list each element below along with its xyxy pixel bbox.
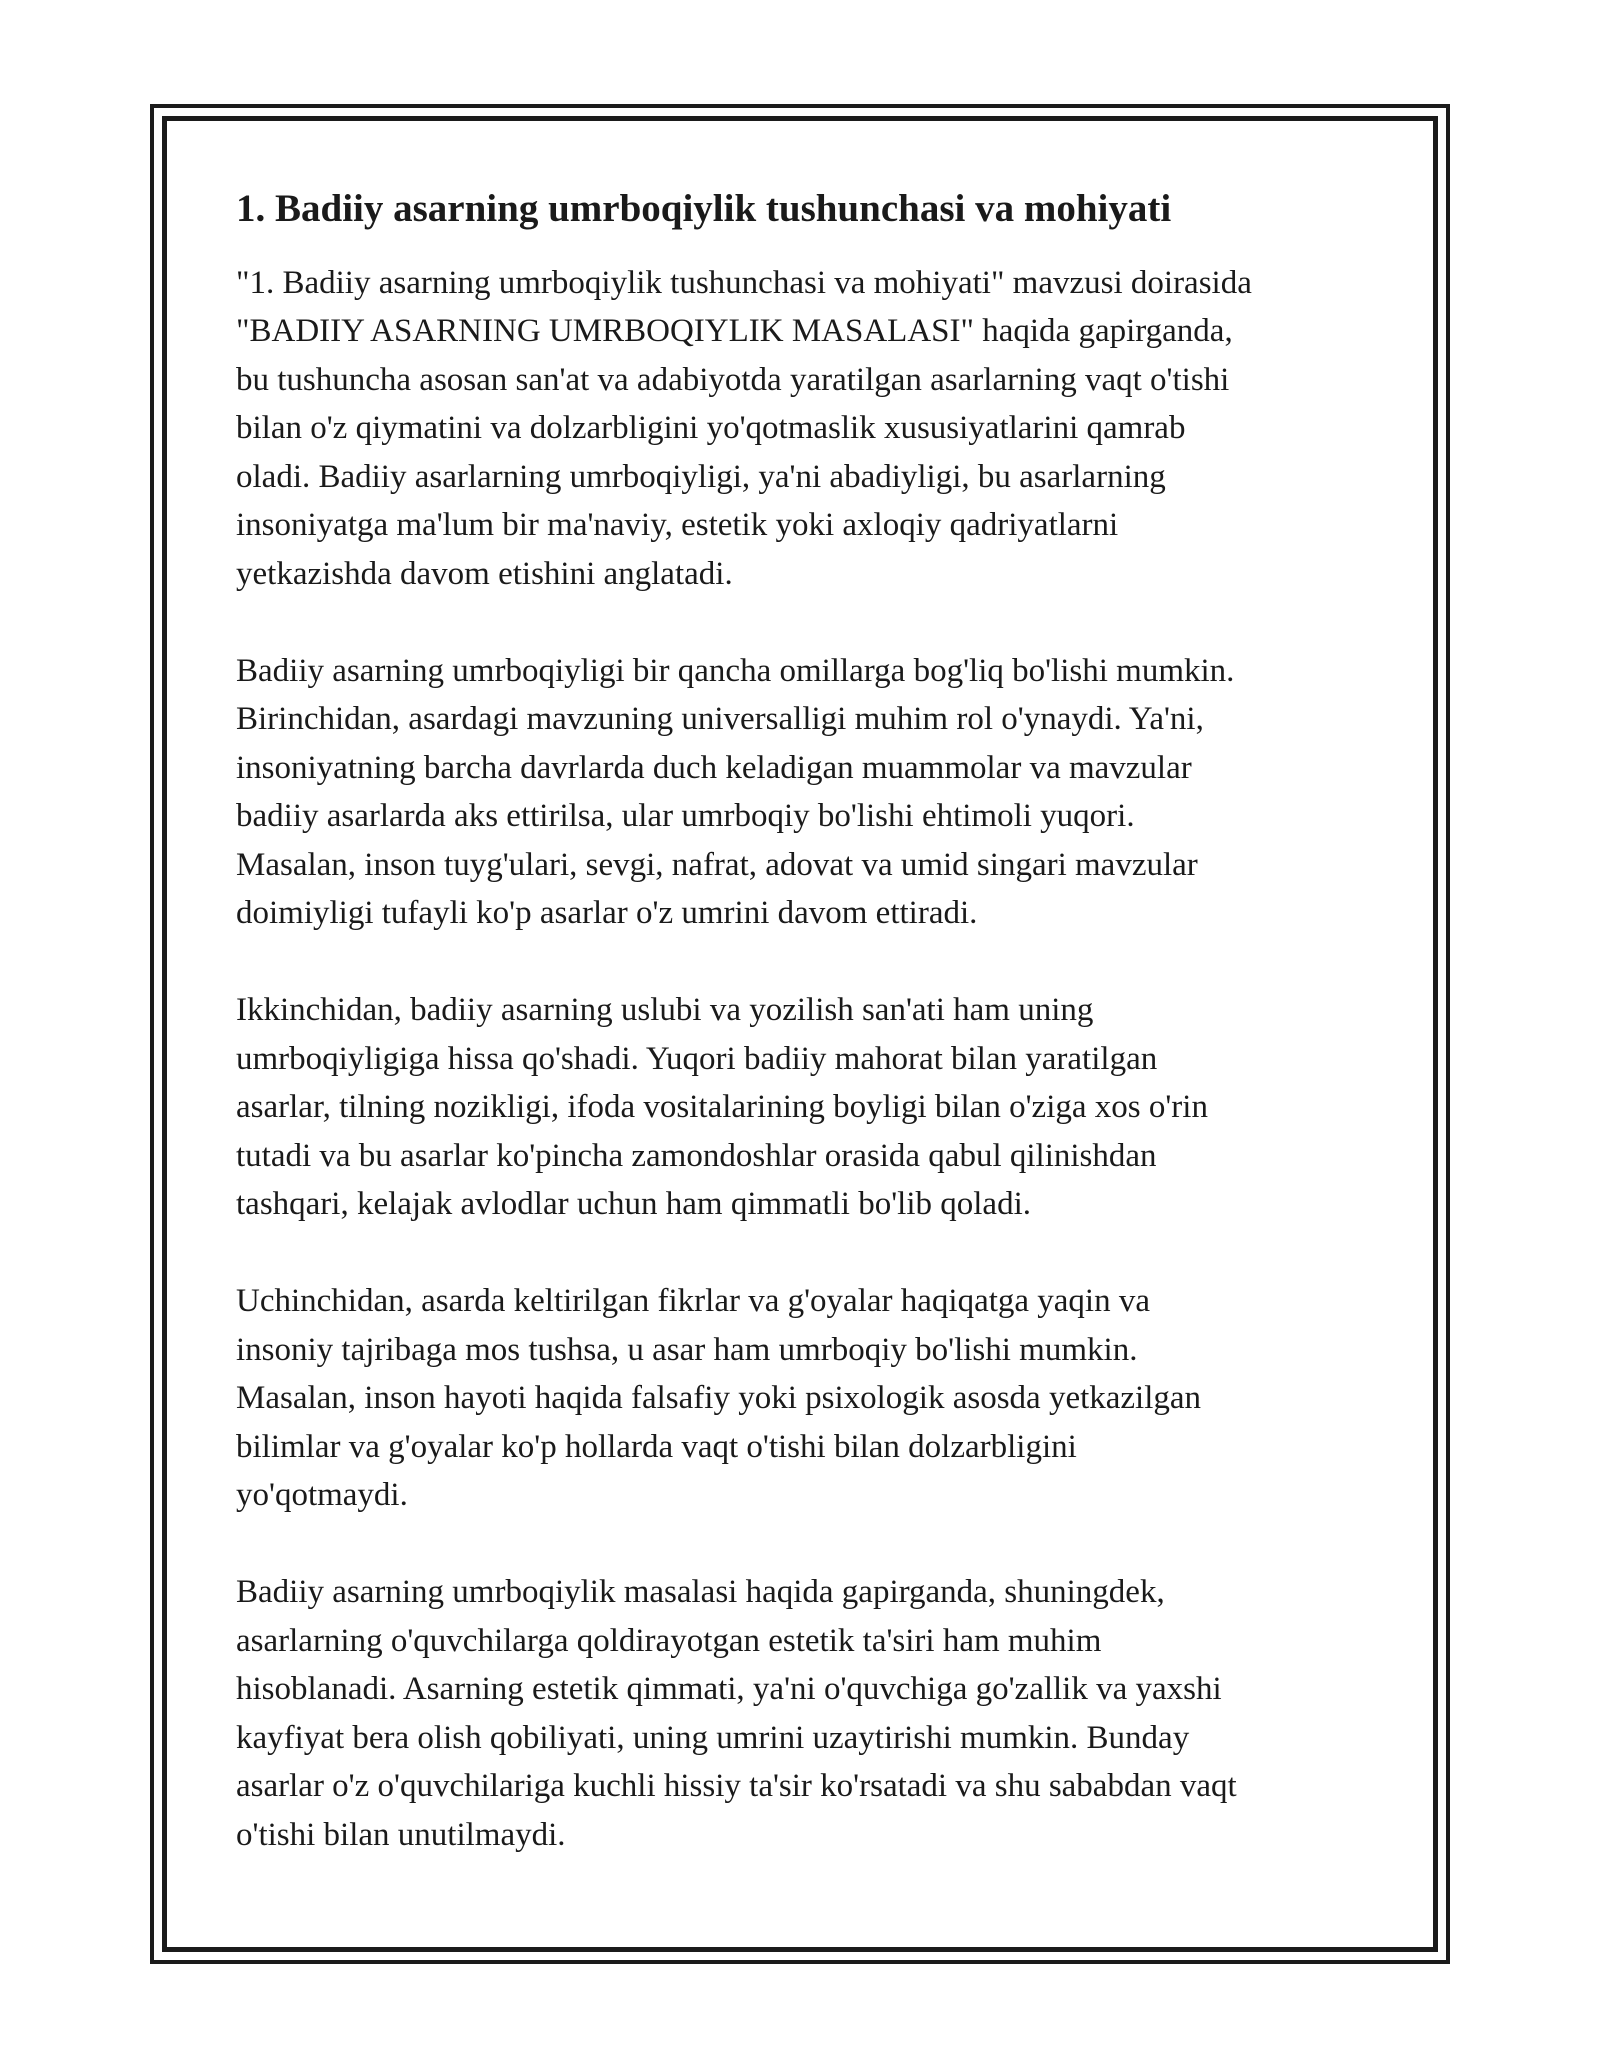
- paragraph-2: Badiiy asarning umrboqiyligi bir qancha omillarga bog'liq bo'lishi mumkin. Birinchidan, asardagi mavzuning universalligi muhim rol o'ynaydi. Ya'ni, insoniyatning barcha davrlarda duch keladigan muammolar va mavzular badiiy asarlarda aks ettirilsa, ular umrboqiy bo'lishi ehtimoli yuqori. Masalan, inson tuyg'ulari, sevgi, nafrat, adovat va umid singari mavzular doimiyligi tufayli ko'p asarlar o'z umrini davom ettiradi.: [236, 652, 1235, 932]
- document-body: [236, 186, 1396, 1908]
- section-heading: 1. Badiiy asarning umrboqiylik tushunchasi va mohiyati: [236, 187, 1172, 230]
- paragraph-5: Badiiy asarning umrboqiylik masalasi haqida gapirganda, shuningdek, asarlarning o'quvchilarga qoldirayotgan estetik ta'siri ham muhim hisoblanadi. Asarning estetik qimmati, ya'ni o'quvchiga go'zallik va yaxshi kayfiyat bera olish qobiliyati, uning umrini uzaytirishi mumkin. Bunday asarlar o'z o'quvchilariga kuchli hissiy ta'sir ko'rsatadi va shu sababdan vaqt o'tishi bilan unutilmaydi.: [236, 1574, 1237, 1853]
- paragraph-3: Ikkinchidan, badiiy asarning uslubi va yozilish san'ati ham uning umrboqiyligiga hissa qo'shadi. Yuqori badiiy mahorat bilan yaratilgan asarlar, tilning nozikligi, ifoda vositalarining boyligi bilan o'ziga xos o'rin tutadi va bu asarlar ko'pincha zamondoshlar orasida qabul qilinishdan tashqari, kelajak avlodlar uchun ham qimmatli bo'lib qoladi.: [236, 992, 1208, 1223]
- paragraph-1: "1. Badiiy asarning umrboqiylik tushunchasi va mohiyati" mavzusi doirasida "BADIIY ASARNING UMRBOQIYLIK MASALASI" haqida gapirganda, bu tushuncha asosan san'at va adabiyotda yaratilgan asarlarning vaqt o'tishi bilan o'z qiymatini va dolzarbligini yo'qotmaslik xususiyatlarini qamrab oladi. Badiiy asarlarning umrboqiyligi, ya'ni abadiyligi, bu asarlarning insoniyatga ma'lum bir ma'naviy, estetik yoki axloqiy qadriyatlarni yetkazishda davom etishini anglatadi.: [236, 264, 1252, 592]
- paragraph-4: Uchinchidan, asarda keltirilgan fikrlar va g'oyalar haqiqatga yaqin va insoniy tajribaga mos tushsa, u asar ham umrboqiy bo'lishi mumkin. Masalan, inson hayoti haqida falsafiy yoki psixologik asosda yetkazilgan bilimlar va g'oyalar ko'p hollarda vaqt o'tishi bilan dolzarbligini yo'qotmaydi.: [236, 1283, 1202, 1514]
